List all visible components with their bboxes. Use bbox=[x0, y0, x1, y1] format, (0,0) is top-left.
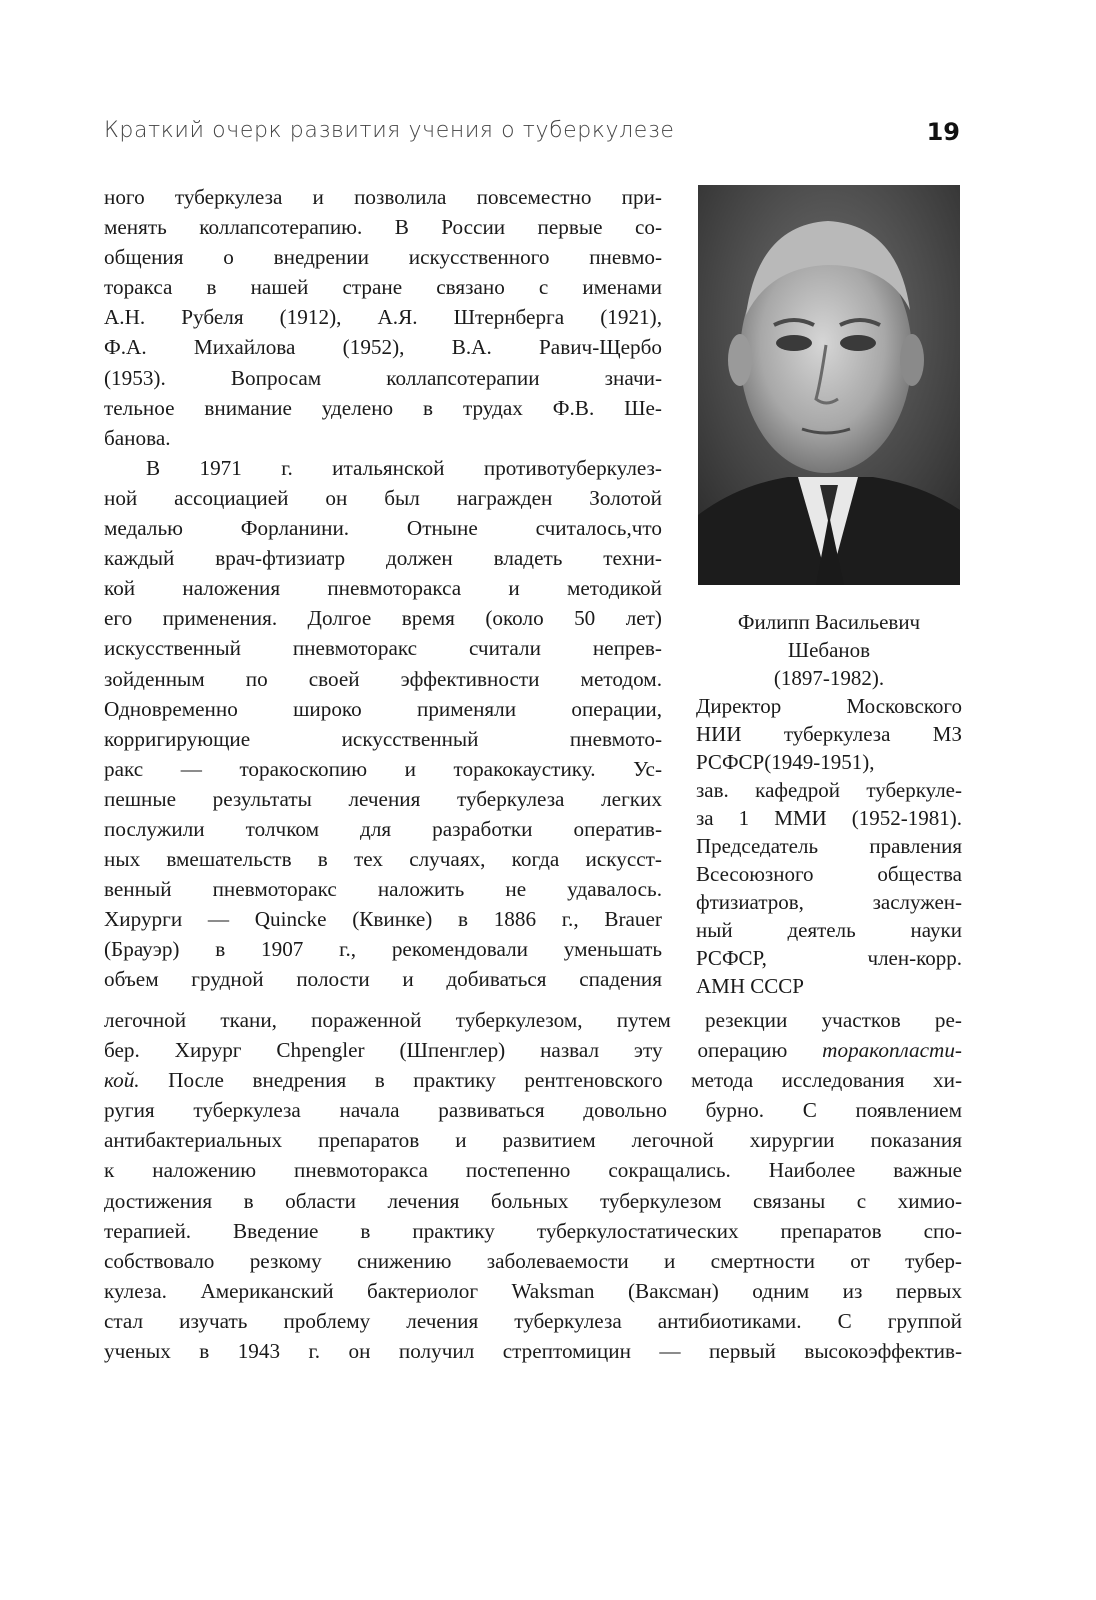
text-line: банова. bbox=[104, 425, 171, 450]
text-line: ной ассоциацией он был награжден Золотой bbox=[104, 485, 662, 510]
text-line: пешные результаты лечения туберкулеза легких bbox=[104, 786, 662, 811]
running-head: Краткий очерк развития учения о туберкулезе bbox=[104, 118, 675, 143]
text-line: послужили толчком для разработки оператив- bbox=[104, 816, 662, 841]
text-line: корригирующие искусственный пневмото- bbox=[104, 726, 662, 751]
text-line: торакса в нашей стране связано с именами bbox=[104, 275, 662, 300]
portrait-illustration bbox=[698, 185, 960, 585]
text-line: ракс — торакоскопию и торакокаустику. Ус- bbox=[104, 756, 662, 781]
text-line: его применения. Долгое время (около 50 лет) bbox=[104, 606, 662, 631]
caption-line: за 1 ММИ (1952-1981). bbox=[696, 806, 962, 830]
text-segment: бер. Хирург Chpengler (Шпенглер) назвал эту операцию bbox=[104, 1038, 823, 1063]
caption-line: Шебанов bbox=[787, 638, 871, 662]
caption-line: (1897-1982). bbox=[773, 666, 885, 690]
text-line: Одновременно широко применяли операции, bbox=[104, 696, 662, 721]
caption-line: РСФСР, член-корр. bbox=[696, 946, 962, 970]
text-line: (1953). Вопросам коллапсотерапии значи- bbox=[104, 365, 662, 390]
text-line: искусственный пневмоторакс считали непрев- bbox=[104, 636, 662, 661]
text-line: ных вмешательств в тех случаях, когда искусст- bbox=[104, 847, 662, 872]
text-line: каждый врач-фтизиатр должен владеть техни- bbox=[104, 546, 662, 571]
text-line-with-italic bbox=[104, 1065, 962, 1095]
photo-caption bbox=[696, 608, 962, 1000]
caption-line: РСФСР(1949-1951), bbox=[696, 750, 875, 774]
text-line: тельное внимание уделено в трудах Ф.В. Ше- bbox=[104, 395, 662, 420]
text-line: менять коллапсотерапию. В России первые со- bbox=[104, 215, 662, 240]
text-line: венный пневмоторакс наложить не удавалось. bbox=[104, 877, 662, 902]
caption-line: фтизиатров, заслужен- bbox=[696, 890, 962, 914]
text-line: антибактериальных препаратов и развитием легочной хирургии показания bbox=[104, 1128, 962, 1153]
text-line: стал изучать проблему лечения туберкулеза антибиотиками. С группой bbox=[104, 1308, 962, 1333]
text-line: к наложению пневмоторакса постепенно сокращались. Наиболее важные bbox=[104, 1158, 962, 1183]
full-width-text bbox=[104, 1005, 962, 1366]
portrait-photo bbox=[698, 185, 960, 585]
text-line: кулеза. Американский бактериолог Waksman (Ваксман) одним из первых bbox=[104, 1278, 962, 1303]
text-line: Хирурги — Quincke (Квинке) в 1886 г., Brauer bbox=[104, 907, 662, 932]
italic-term: кой. bbox=[104, 1068, 140, 1093]
italic-term: торакопласти- bbox=[822, 1038, 962, 1063]
caption-line: Директор Московского bbox=[696, 694, 962, 718]
text-line: достижения в области лечения больных туберкулезом связаны с химио- bbox=[104, 1188, 962, 1213]
text-line: Ф.А. Михайлова (1952), В.А. Равич-Щербо bbox=[104, 335, 662, 360]
caption-line: зав. кафедрой туберкуле- bbox=[696, 778, 962, 802]
text-line: зойденным по своей эффективности методом. bbox=[104, 666, 662, 691]
text-line: (Брауэр) в 1907 г., рекомендовали уменьшать bbox=[104, 937, 662, 962]
text-line: ругия туберкулеза начала развиваться довольно бурно. С появлением bbox=[104, 1098, 962, 1123]
caption-line: ный деятель науки bbox=[696, 918, 962, 942]
text-line: общения о внедрении искусственного пневмо- bbox=[104, 245, 662, 270]
caption-line: НИИ туберкулеза МЗ bbox=[696, 722, 962, 746]
text-line-with-italic bbox=[104, 1035, 962, 1065]
page-number: 19 bbox=[926, 118, 960, 146]
caption-line: АМН СССР bbox=[696, 974, 804, 998]
text-line: ного туберкулеза и позволила повсеместно при- bbox=[104, 185, 662, 209]
text-line: объем грудной полости и добиваться спадения bbox=[104, 967, 662, 992]
text-line: кой наложения пневмоторакса и методикой bbox=[104, 576, 662, 601]
caption-line: Председатель правления bbox=[696, 834, 962, 858]
paragraph-first-line: В 1971 г. итальянской противотуберкулез- bbox=[146, 455, 662, 480]
caption-line: Филипп Васильевич bbox=[737, 610, 921, 634]
column-text bbox=[104, 182, 662, 995]
text-line: собствовало резкому снижению заболеваемости и смертности от тубер- bbox=[104, 1248, 962, 1273]
caption-line: Всесоюзного общества bbox=[696, 862, 962, 886]
text-line: медалью Форланини. Отныне считалось,что bbox=[104, 516, 662, 541]
text-line: терапией. Введение в практику туберкулостатических препаратов спо- bbox=[104, 1218, 962, 1243]
text-line: А.Н. Рубеля (1912), А.Я. Штернберга (1921), bbox=[104, 305, 662, 330]
text-segment: После внедрения в практику рентгеновского метода исследования хи- bbox=[139, 1068, 962, 1093]
text-line: легочной ткани, пораженной туберкулезом, путем резекции участков ре- bbox=[104, 1008, 962, 1032]
text-line: ученых в 1943 г. он получил стрептомицин — первый высокоэффектив- bbox=[104, 1339, 962, 1364]
